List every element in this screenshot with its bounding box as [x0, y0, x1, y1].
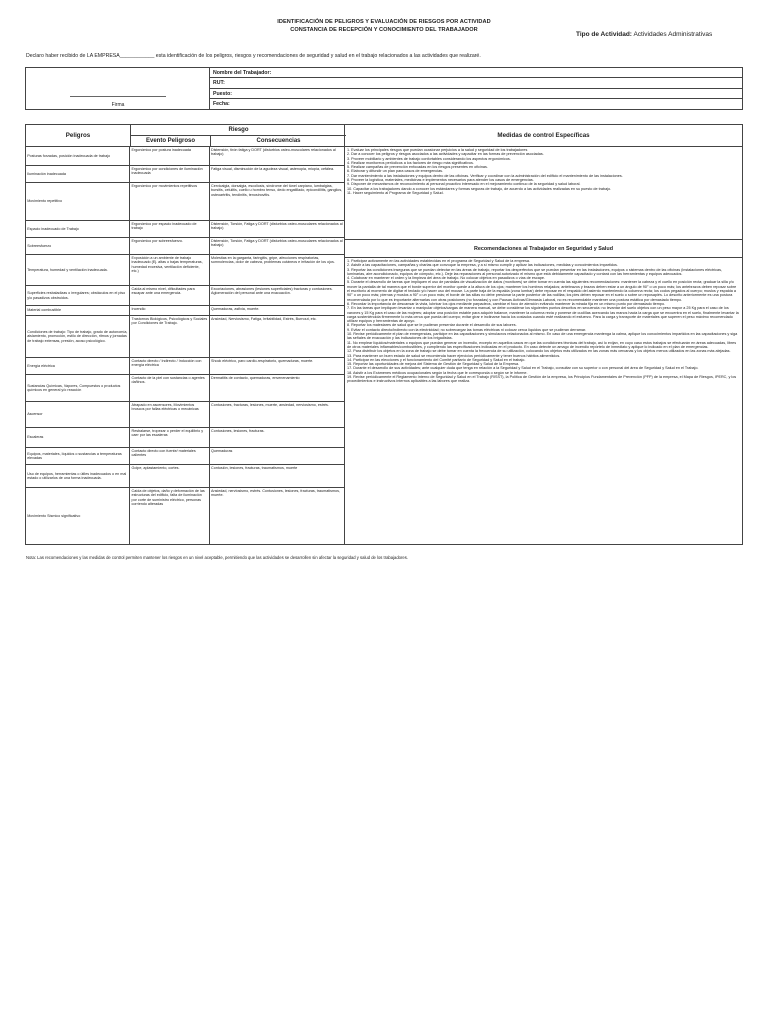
header-evento: Evento Peligroso — [131, 136, 211, 147]
evento-cell: Ergonómico por postura inadecuada — [130, 147, 210, 165]
medidas-title: Medidas de control Específicas — [345, 125, 742, 147]
peligro-cell — [26, 255, 130, 285]
peligro-text: Temperatura, humedad y ventilación inadecuada. — [27, 267, 108, 272]
table-row — [26, 428, 344, 448]
consecuencias-cell: Excoriaciones, abrasiones (lesiones superficiales) fracturas y contusiones. Aglomeración del personal ante una evacuación. — [211, 286, 333, 296]
header-peligros: Peligros — [26, 125, 131, 147]
peligro-text: Movimiento Sísmico significativo — [27, 514, 81, 519]
recomendacion-item: 12. Para distribuir los objetos en la zona de trabajo se debe tomar en cuenta la frecuencia de su utilización, colocando los objetos más utilizados en las zonas más cercanas y los objetos menos utilizados en las zonas más alejadas. — [347, 349, 731, 354]
recomendacion-item: 13. Para mantener un buen estado de salud se recomienda hacer ejercicios periódicamente y tener buenos hábitos alimenticios. — [347, 353, 561, 358]
medida-item: 1. Evaluar los principales riesgos que puedan ocasionar perjuicios a la salud y seguridad de los trabajadores — [347, 148, 528, 152]
recomendacion-item: 11. No emplear líquidos/materiales o equipos que puedan generar un incendio, excepto en aquellos casos en que las condiciones técnicas del trabajo, así lo exijan, en cuyo caso estos trabajos se efectuarán en áreas adecuadas, libres de otros materiales inflamables/combustibles, y cumpliendo las especificaciones indicadas en el producto. En caso detecte un amago de incendio repórtelo de inmediato y aplique lo indicado en el plan de emergencias. — [347, 340, 737, 349]
consecuencias-cell: Cervicalgia, dorsalgia, escoliosis, síndrome del túnel carpiano, lumbalgias, bursitis, celulitis, cuello u hombro tenso, dedo engatillado, epicondilitis, ganglios, osteoartritis, tendinitis, tenosinovitis. — [211, 183, 343, 197]
consecuencias-cell: Distensión, Torsión, Fatiga y DORT (disturbios osteo-musculares relacionados al trabajo) — [211, 221, 343, 231]
firma-label: Firma — [111, 102, 125, 108]
evento-cell: Trastornos Biológicos, Psicológicos y Sociales por Condiciones de Trabajo. — [130, 316, 210, 357]
peligro-text: Sustancias Químicas, Vapores, Compuestos o productos químicos en general y/o reacción — [27, 383, 121, 392]
medida-item: 9. Disponer de mecanismos de reconocimiento al personal proactivo interesado en el mejoramiento continuo de la seguridad y salud laboral. — [347, 182, 581, 187]
peligro-text: Posturas forzadas, posición inadecuada de trabajo — [27, 153, 111, 158]
peligro-cell — [26, 358, 130, 374]
field-nombre[interactable]: Nombre del Trabajador: — [210, 68, 742, 78]
recomendacion-item: 14. Participar en las elecciones y el funcionamiento del Comité paritario de Seguridad y Salud en el trabajo. — [347, 357, 526, 362]
consecuencias-cell: Ansiedad, Nerviosismo, Fatiga, Irritabilidad, Estrés, Burnout, etc. — [211, 316, 317, 321]
consecuencias-cell: Contusiones, lesiones, fracturas. — [211, 428, 265, 433]
recomendacion-item: 2. Asistir a las capacitaciones, campañas y charlas que convoque la empresa, y a sí mismo cumplir y aplicar las indicaciones, medidas y conocimientos impartidos. — [347, 263, 618, 268]
peligro-cell — [26, 166, 130, 182]
table-row — [26, 306, 344, 316]
peligro-cell — [26, 147, 130, 165]
peligro-text: Equipos, materiales, líquidos o sustancias a temperaturas elevadas — [27, 451, 122, 460]
peligro-cell — [26, 286, 130, 305]
table-row — [26, 147, 344, 166]
peligro-cell — [26, 402, 130, 427]
peligro-text: Ascensor — [27, 412, 43, 417]
consecuencias-cell: Molestias en la garganta, faringitis, gripe, afecciones respiratorias, somnolencias, dolor de cabeza, problemas cutáneos e irritación de los ojos. — [211, 255, 335, 265]
peligro-cell — [26, 238, 130, 254]
recomendacion-item: 6. Recordar la importancia de descansar la vista, lubricar los ojos mediante parpadeos, cambiar el foco de atención evitando mantener la mirada fija en un mismo punto por demasiado tiempo. — [347, 301, 666, 306]
evento-cell: Contacto directo con fuente/ materiales calientes — [130, 448, 210, 464]
recomendaciones-title: Recomendaciones al Trabajador en Seguridad y Salud — [345, 240, 742, 258]
consecuencias-cell: Distensión, tirón fatiga y DORT (disturbios osteo-musculares relacionados al trabajo) — [211, 147, 336, 157]
evento-cell: Caída al mismo nivel, dificultades para escapar ante una emergencia. — [130, 286, 210, 305]
peligro-text: Superficies resbaladizas o irregulares; obstáculos en el piso y/o pasadizos obstruidos. — [27, 291, 126, 300]
footnote: Nota: Las recomendaciones y las medidas de control permiten mantener los riesgos en un nivel aceptable, permitiendo que las actividades se desarrollen sin afectar la seguridad y salud de los trabajadores. — [26, 555, 408, 560]
consecuencias-cell: Quemaduras, asfixia, muerte. — [211, 306, 260, 311]
consecuencias-cell: Contusión, lesiones, fracturas, traumatismos, muerte — [211, 465, 298, 470]
table-row — [26, 316, 344, 358]
signature-box — [25, 67, 743, 110]
peligro-cell — [26, 306, 130, 315]
recomendacion-item: 9. Evitar el contacto directo/indirecto con la electricidad; no sobrecargar las tomas eléctricas ni colocar cerca líquidos que se pudieran derramar. — [347, 327, 587, 332]
consecuencias-cell: Quemaduras — [211, 448, 233, 453]
table-header — [26, 125, 344, 147]
recomendacion-item: 5. Durante el desarrollo de tareas que impliquen el uso de pantallas de visualización de datos (monitores) se debe tomar en cuenta las siguientes recomendaciones: mantener la cabeza y el cuello en posición recta; graduar la silla y/o mover la pantalla de tal manera que el borde superior del monitor quede a la altura de los ojos; mantener los hombros relajados; antebrazos y brazos deben estar a un ángulo de 90° o un poco más; los antebrazos deben reposar sobre el escritorio al momento de digitar el teclado y/o hacer uso del mouse. La parte baja de la espalda (zona lumbar) debe reposar en el respaldo del asiento manteniendo la columna recta; los codos pegados al cuerpo; muslos y espalda a 90° o un poco más; piernas y muslos a 90° o un poco más; el borde de las sillas no debe presionar la parte posterior de las rodillas; los pies deben reposar en el suelo o sobre un reposapiés. Lo descrito anteriormente es una postura recomendada por lo que es importante alternarlas con otras posiciones (no forzadas) y con Pausas Activas/Gimnasia Laboral, no es recomendable mantener una postura estática por demasiado tiempo. — [347, 280, 737, 302]
table-row — [26, 183, 344, 221]
consecuencias-cell: Dermatitis de contacto, quemaduras, envenenamiento — [211, 375, 300, 380]
field-rut[interactable]: RUT: — [210, 78, 742, 88]
peligro-text: Material combustible — [27, 308, 62, 313]
medida-item: 5. Realizar campañas de prevención enfocadas en los riesgos presentes en oficinas. — [347, 165, 488, 170]
hazards-table — [25, 124, 345, 545]
consecuencias-cell: Distensión, Torsión, Fatiga y DORT (disturbios osteo-musculares relacionados al trabajo) — [211, 238, 343, 248]
activity-type-value: Actividades Administrativas — [633, 31, 713, 38]
peligro-text: Uso de equipos, herramientas o útiles inadecuados o en mal estado o utilizarlos de una forma inadecuada. — [27, 471, 127, 480]
consecuencias-cell: Fatiga visual, disminución de la agudeza visual, astenopia, miopía, cefálea. — [211, 166, 335, 171]
evento-cell: Golpe, aplastamiento, cortes. — [130, 465, 210, 487]
peligro-cell — [26, 183, 130, 220]
header-consecuencias: Consecuencias — [256, 138, 301, 144]
evento-cell: Ergonómico por sobreesfuerzo. — [130, 238, 210, 254]
consecuencias-cell: Contusiones, fracturas, lesiones, muerte, ansiedad, nerviosismo, estrés. — [211, 402, 329, 407]
peligro-text: Iluminación inadecuada — [27, 171, 66, 176]
field-fecha[interactable]: Fecha: — [213, 100, 230, 107]
peligro-cell — [26, 221, 130, 237]
peligro-text: Movimiento repetitivo — [27, 199, 63, 204]
table-row — [26, 238, 344, 255]
table-row — [26, 221, 344, 238]
table-row — [26, 375, 344, 402]
peligro-text: Energía eléctrica — [27, 363, 55, 368]
recomendaciones-list — [345, 258, 742, 385]
table-row — [26, 402, 344, 428]
medida-item: 11. Hacer seguimiento al Programa de Seguridad y Salud. — [347, 190, 444, 195]
declaration-text: Declaro haber recibido de LA EMPRESA____________ esta identificación de los peligros, riesgos y recomendaciones de seguridad y salud en el trabajo relacionados a las actividades que realizaré. — [26, 53, 481, 59]
peligro-cell — [26, 465, 130, 487]
evento-cell: Ergonómico por condiciones de iluminación inadecuada — [130, 166, 210, 182]
peligro-text: Sobreesfuerzo — [27, 243, 52, 248]
signature-area[interactable] — [26, 68, 210, 109]
recomendacion-item: 1. Participar activamente en las actividades establecidas en el programa de Seguridad y Salud de la empresa. — [347, 259, 531, 263]
table-row — [26, 448, 344, 465]
evento-cell: Caída de objetos, daño y deformación de las estructuras del edificio, falta de iluminación por corte de suministro eléctrico, personas corriendo alteradas — [130, 488, 210, 545]
document-subtitle: CONSTANCIA DE RECEPCIÓN Y CONOCIMIENTO DEL TRABAJADOR — [290, 27, 478, 33]
field-puesto[interactable]: Puesto: — [210, 89, 742, 99]
peligro-text: Condiciones de trabajo: Tipo de trabajo, grado de autonomía, aislamiento, promoción, estilo de dirección, ritmos y jornadas de trabajo extensas, presión, acoso psicológico. — [27, 329, 128, 343]
signature-line — [70, 96, 166, 97]
recomendacion-item: 15. Reportar las oportunidades de mejora del Sistema de Gestión de Seguridad y Salud de la Empresa. — [347, 362, 520, 367]
table-row — [26, 488, 344, 545]
medida-item: 7. Dar mantenimiento a las instalaciones y equipos dentro de las oficinas. Verificar y coordinar con la administración del edificio el mantenimiento de las instalaciones. — [347, 173, 623, 178]
peligro-cell — [26, 375, 130, 401]
medidas-list — [345, 147, 742, 240]
recomendacion-item: 10. Revise periódicamente el plan de emergencias, participe en las capacitaciones y simulacros relacionados al mismo. En caso de una emergencia mantenga la calma, aplique los conocimientos impartidos en las capacitaciones y siga las señales de evacuación y las indicaciones de los brigadistas. — [347, 332, 738, 341]
control-measures-panel — [344, 124, 743, 545]
table-row — [26, 465, 344, 488]
evento-cell: Exposición a un ambiente de trabajo inadecuado (Ej. altas o bajas temperaturas, humedad excesiva, ventilación deficiente, etc.) — [130, 255, 210, 285]
recomendacion-item: 18. Asistir a los Exámenes médicos ocupacionales según la fecha que le corresponda o según se le informe. — [347, 370, 528, 375]
document-title: IDENTIFICACIÓN DE PELIGROS Y EVALUACIÓN DE RIESGOS POR ACTIVIDAD — [277, 19, 491, 25]
recomendacion-item: 3. Reportar las condiciones inseguras que se puedan detectar en las áreas de trabajo, reportar los desperfectos que se puedan presentar en las instalaciones, equipos o sistemas dentro de las oficinas (instalaciones eléctricas, luminarias, aire acondicionado, equipos de cómputo, etc.). Deje las reparaciones al personal autorizado el mismo que está debidamente capacitado y contará con las herramientas y equipos adecuados. — [347, 267, 723, 276]
recomendacion-item: 4. Colaborar en mantener el orden y la limpieza del área de trabajo. No colocar objetos en pasadizos o vías de escape. — [347, 276, 546, 281]
evento-cell: Resbalarse, tropezar o perder el equilibrio y caer por las escaleras — [130, 428, 210, 447]
medida-item: 10. Capacitar a los trabajadores dando a conocer los estándares y formas seguras de trabajo, de acuerdo a las actividades realizadas en su puesto de trabajo. — [347, 186, 612, 191]
evento-cell: Incendio — [130, 306, 210, 315]
peligro-cell — [26, 316, 130, 357]
medida-item: 3. Proveer mobiliario y ambientes de trabajo confortables considerando los aspectos ergonómicos. — [347, 156, 511, 161]
peligro-cell — [26, 488, 130, 545]
medida-item: 4. Realizar monitoreos periódicos a los factores de riesgo más significativos. — [347, 160, 474, 165]
peligro-cell — [26, 448, 130, 464]
medida-item: 2. Dar a conocer los peligros y riesgos asociados a las actividades y capacitar en las formas de prevención asociadas. — [347, 152, 544, 157]
consecuencias-cell: Ansiedad, nerviosismo, estrés. Contusiones, lesiones, fracturas, traumatismos, muerte. — [211, 488, 340, 498]
recomendacion-item: 8. Reportar los malestares de salud que se le pudieran presentar durante el desarrollo de sus labores. — [347, 323, 517, 328]
table-row — [26, 358, 344, 375]
evento-cell: Ergonómico por espacio inadecuado de trabajo — [130, 221, 210, 237]
medida-item: 8. Proveer la logística, materiales, medicinas e implementos necesarios para atender los casos de emergencias. — [347, 178, 534, 183]
activity-type-label: Tipo de Actividad: — [576, 31, 632, 38]
recomendacion-item: 7. En las tareas que impliquen levantar o manipular objetos/cargas de manera manual, se debe considerar los siguientes puntos descritos en secuencia: no levantar del suelo objetos con un peso mayor a 25 Kg para el caso de los varones y 15 Kg para el caso de las mujeres; adoptar una posición estable para adquirir balance, mantener la columna recta y ponerse de cuclillas acercando las manos hacia la carga que se encuentra en el suelo, finalmente levantar la carga sosteniéndola firmemente lo más cerca que pueda del cuerpo; evitar girar e inclinarse hacia los costados cuando esté realizando el esfuerzo. Para la carga y transporte de materiales que superen el peso máximo recomendado utilizar equipos y herramientas de apoyo. — [347, 306, 739, 324]
recomendacion-item: 17. Durante el desarrollo de sus actividades; ante cualquier duda que tenga en relación a la Seguridad y Salud en el Trabajo, consultar con su superior o con personal del área de Seguridad y Salud en el Trabajo. — [347, 366, 699, 371]
consecuencias-cell: Shock eléctrico, paro cardio-respiratorio, quemaduras, muerte. — [211, 358, 314, 363]
activity-type — [576, 31, 712, 38]
evento-cell: Atrapado en ascensores, Movimientos bruscos por fallas eléctricas o mecánicas — [130, 402, 210, 427]
evento-cell: Ergonómico por movimientos repetitivos — [130, 183, 210, 220]
table-row — [26, 166, 344, 183]
evento-cell: Contacto de la piel con sustancias o agentes dañinos. — [130, 375, 210, 401]
peligro-text: Escaleras — [27, 435, 44, 440]
medida-item: 6. Elaborar y difundir un plan para casos de emergencias. — [347, 169, 444, 174]
table-row — [26, 255, 344, 286]
table-row — [26, 286, 344, 306]
header-riesgo: Riesgo — [131, 125, 346, 136]
recomendacion-item: 19. Revise periódicamente el Reglamento Interno de Seguridad y Salud en el Trabajo (RISST), la Política de Gestión de la empresa, los Principios Fundamentales de Prevención (PFP) de la empresa, el Mapa de Riesgos, IPERC, y los procedimientos e instructivos internos aplicables a las labores que realiza. — [347, 375, 737, 384]
evento-cell: Contacto directo / Indirecto / Inducción con energía eléctrica — [130, 358, 210, 374]
table-body — [26, 147, 344, 545]
worker-fields — [210, 68, 742, 109]
peligro-text: Espacio inadecuado de Trabajo — [27, 226, 79, 231]
peligro-cell — [26, 428, 130, 447]
